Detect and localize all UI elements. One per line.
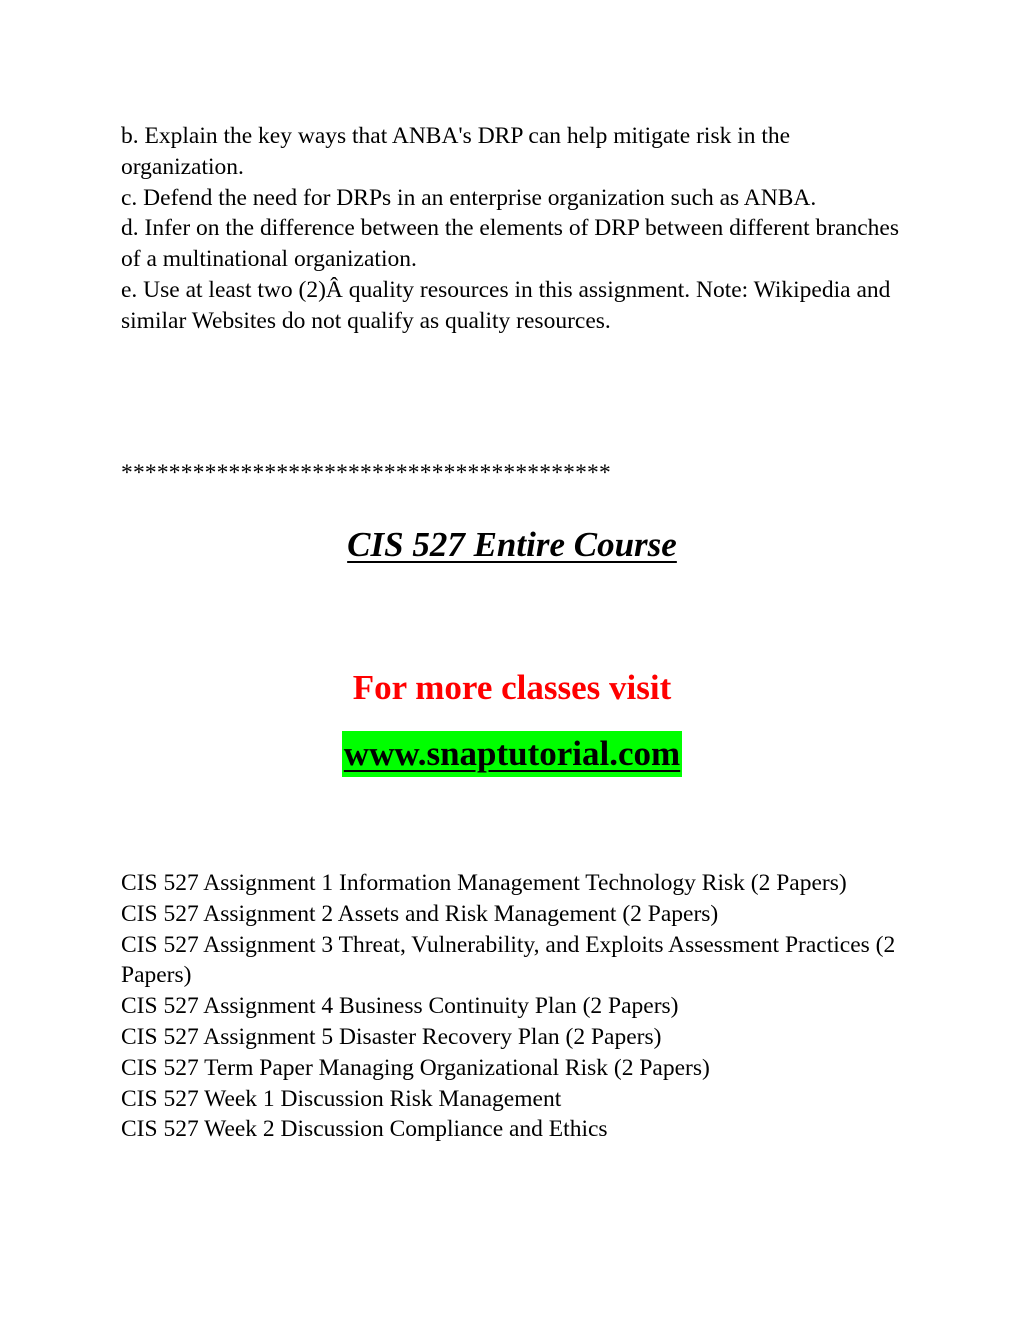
course-title: CIS 527 Entire Course: [347, 525, 677, 564]
list-item: CIS 527 Term Paper Managing Organizational Risk (2 Papers): [121, 1054, 710, 1081]
list-item: CIS 527 Week 1 Discussion Risk Management: [121, 1085, 562, 1112]
instruction-item-b: b. Explain the key ways that ANBA's DRP can help mitigate risk in the organization.: [121, 123, 791, 180]
instruction-item-e: e. Use at least two (2)Â quality resources in this assignment. Note: Wikipedia and similar Websites do not qualify as quality resources.: [121, 276, 891, 334]
instruction-item-d: d. Infer on the difference between the elements of DRP between different branches of a multinational organization.: [121, 215, 900, 273]
site-link[interactable]: www.snaptutorial.com: [342, 731, 682, 777]
list-item: CIS 527 Assignment 4 Business Continuity Plan (2 Papers): [121, 993, 679, 1020]
asterisk-separator: *****************************************: [121, 460, 611, 486]
instruction-item-c: c. Defend the need for DRPs in an enterprise organization such as ANBA.: [121, 184, 817, 211]
site-link-container: [0, 731, 1024, 777]
visit-prompt: For more classes visit: [352, 668, 672, 707]
list-item: CIS 527 Assignment 2 Assets and Risk Management (2 Papers): [121, 900, 719, 927]
list-item: CIS 527 Assignment 3 Threat, Vulnerability, and Exploits Assessment Practices (2 Papers): [121, 931, 896, 989]
assignment-instructions: [121, 121, 911, 337]
list-item: CIS 527 Assignment 1 Information Management Technology Risk (2 Papers): [121, 870, 847, 896]
list-item: CIS 527 Week 2 Discussion Compliance and Ethics: [121, 1116, 608, 1143]
course-item-list: [121, 868, 911, 1145]
list-item: CIS 527 Assignment 5 Disaster Recovery Plan (2 Papers): [121, 1023, 662, 1050]
